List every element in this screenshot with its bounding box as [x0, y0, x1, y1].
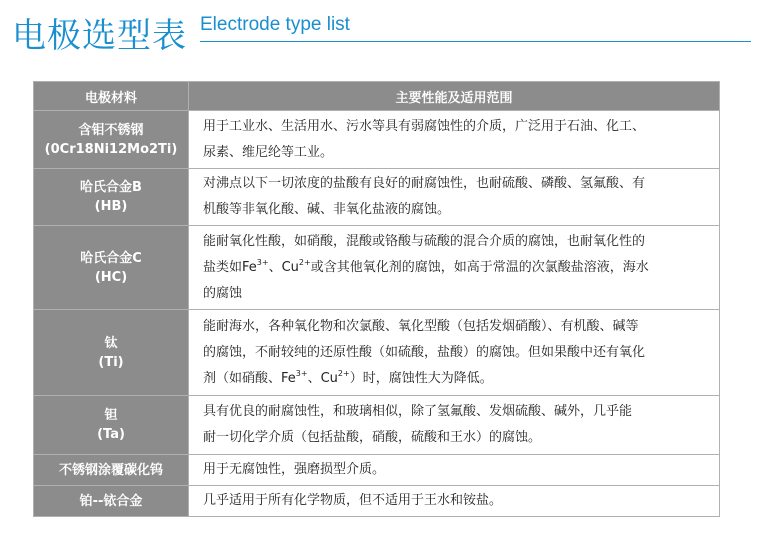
table-row [34, 396, 720, 455]
text-segment: 、Cu [268, 259, 299, 275]
material-code: (0Cr18Ni12Mo2Ti) [44, 141, 178, 157]
description-cell [189, 396, 720, 455]
material-code: (HB) [94, 199, 128, 214]
electrode-table [33, 81, 720, 517]
description-line [203, 255, 711, 281]
description-line: 用于工业水、生活用水、污水等具有弱腐蚀性的介质，广泛用于石油、化工、 [203, 118, 646, 134]
material-name: 钽 [104, 408, 118, 423]
material-code: (Ti) [98, 354, 124, 370]
superscript: 2+ [337, 368, 350, 378]
column-header-material: 电极材料 [34, 82, 189, 111]
description-cell [189, 169, 720, 226]
superscript: 3+ [256, 257, 269, 267]
material-cell [34, 396, 189, 455]
description-line: 机酸等非氧化酸、碱、非氧化盐液的腐蚀。 [203, 202, 451, 217]
table-row [34, 226, 720, 310]
description-cell [189, 486, 720, 517]
material-name: 铂--铱合金 [79, 493, 143, 509]
material-name: 哈氏合金C [80, 250, 142, 266]
material-cell [34, 310, 189, 396]
table-row [34, 455, 720, 486]
material-code: (Ta) [97, 427, 125, 442]
description-line: 耐一切化学介质（包括盐酸，硝酸，硫酸和王水）的腐蚀。 [203, 430, 542, 445]
table-header-row [34, 82, 720, 111]
text-segment: 盐类如Fe [203, 259, 257, 275]
title-underline [200, 41, 751, 42]
material-code: (HC) [94, 269, 128, 285]
description-line: 对沸点以下一切浓度的盐酸有良好的耐腐蚀性，也耐硫酸、磷酸、氢氟酸、有 [203, 176, 646, 191]
table-row [34, 169, 720, 226]
description-line: 具有优良的耐腐蚀性，和玻璃相似，除了氢氟酸、发烟硫酸、碱外，几乎能 [203, 404, 633, 419]
text-segment: ）时，腐蚀性大为降低。 [349, 370, 493, 386]
description-cell [189, 455, 720, 486]
material-cell [34, 226, 189, 310]
description-line: 能耐海水，各种氧化物和次氯酸、氧化型酸（包括发烟硝酸）、有机酸、碱等 [203, 318, 639, 334]
material-name: 哈氏合金B [80, 180, 142, 195]
description-line: 几乎适用于所有化学物质，但不适用于王水和铵盐。 [203, 493, 503, 508]
description-line: 尿素、维尼纶等工业。 [203, 144, 334, 160]
description-cell [189, 226, 720, 310]
description-line: 用于无腐蚀性，强磨损型介质。 [203, 462, 386, 477]
material-cell [34, 111, 189, 169]
text-segment: 或含其他氧化剂的腐蚀，如高于常温的次氯酸盐溶液，海水 [310, 259, 649, 275]
superscript: 2+ [298, 257, 311, 267]
table-row [34, 310, 720, 396]
description-cell [189, 310, 720, 396]
description-cell [189, 111, 720, 169]
material-cell [34, 486, 189, 517]
material-cell [34, 169, 189, 226]
table-row [34, 111, 720, 169]
table-row [34, 486, 720, 517]
description-line: 的腐蚀，不耐较纯的还原性酸（如硫酸，盐酸）的腐蚀。但如果酸中还有氧化 [203, 344, 646, 360]
material-name: 不锈钢涂覆碳化钨 [58, 462, 163, 478]
text-segment: 、Cu [307, 370, 338, 386]
material-cell [34, 455, 189, 486]
description-line: 能耐氧化性酸，如硝酸，混酸或铬酸与硫酸的混合介质的腐蚀，也耐氧化性的 [203, 233, 646, 249]
material-name: 含钼不锈钢 [78, 122, 144, 138]
page-title: 电极选型表 [12, 16, 187, 56]
page-subtitle: Electrode type list [200, 14, 350, 35]
description-line: 的腐蚀 [203, 285, 243, 301]
superscript: 3+ [295, 368, 308, 378]
material-name: 钛 [104, 335, 118, 351]
column-header-description: 主要性能及适用范围 [189, 82, 720, 111]
description-line [203, 366, 711, 392]
text-segment: 剂（如硝酸、Fe [203, 370, 296, 386]
